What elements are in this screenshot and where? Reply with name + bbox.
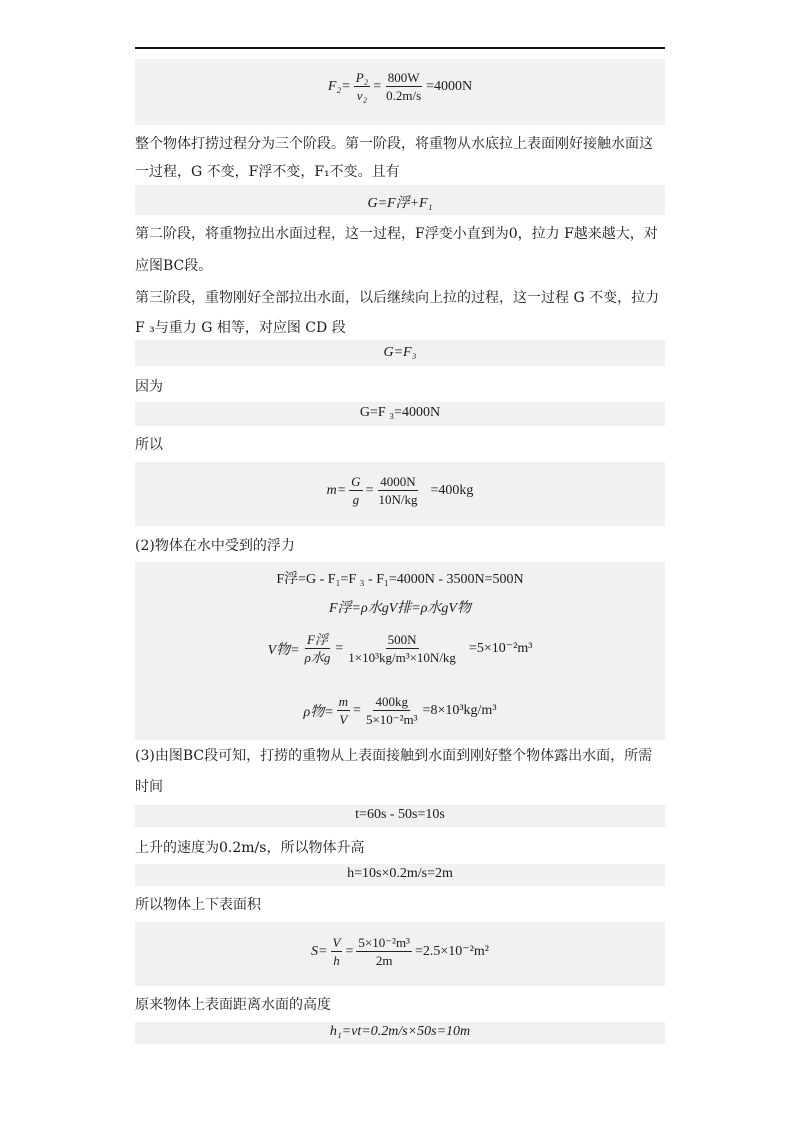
equation-height (135, 866, 665, 882)
eq-s-lhs: S= (311, 943, 328, 959)
section3-heading-line1: (3)由图BC段可知，打捞的重物从上表面接触到水面到刚好整个物体露出水面，所需 (135, 748, 653, 764)
fraction-m-over-v (337, 694, 350, 727)
fraction-numerator: F浮 (306, 632, 328, 647)
fraction-numerator: 400kg (375, 694, 408, 709)
fraction-numerator: P₂ (355, 70, 369, 85)
equals-sign: = (365, 482, 374, 498)
eq-m-lhs: m= (326, 482, 347, 498)
equation-g2 (135, 345, 665, 361)
equation-density (135, 694, 665, 727)
eq-g3-text: G=F ₃=4000N (359, 405, 441, 420)
equals-sign: = (353, 702, 361, 718)
fraction-4000n (376, 474, 419, 507)
paragraph-stage3-line2: F ₃与重力 G 相等，对应图 CD 段 (135, 320, 346, 336)
equals-sign: = (373, 78, 382, 94)
eq-g1-text: G=F浮+F₁ (367, 196, 433, 211)
fraction-denominator: ρ水g (304, 650, 331, 665)
paragraph-speed: 上升的速度为0.2m/s，所以物体升高 (135, 840, 365, 856)
fraction-denominator: 2m (375, 953, 393, 968)
eq-g2-text: G=F₃ (383, 345, 417, 360)
equation-area (135, 935, 665, 968)
equals-sign: = (335, 640, 344, 656)
eq-height-text: h=10s×0.2m/s=2m (347, 866, 453, 881)
eq-buoyancy-1-text: F浮=G - F₁=F ₃ - F₁=4000N - 3500N=500N (276, 572, 524, 587)
equation-g1 (135, 192, 665, 212)
paragraph-stage1-line2: 一过程，G 不变，F浮不变，F₁不变。且有 (135, 164, 400, 180)
paragraph-area: 所以物体上下表面积 (135, 897, 261, 913)
paragraph-stage3-line1: 第三阶段，重物刚好全部拉出水面，以后继续向上拉的过程，这一过程 G 不变，拉力 (135, 290, 660, 306)
fraction-denominator: V (339, 712, 348, 727)
eq-v-lhs: V物= (267, 642, 300, 658)
eq-depth-text: h₁=vt=0.2m/s×50s=10m (329, 1024, 471, 1039)
equation-buoyancy-1 (135, 568, 665, 588)
equation-mass (135, 474, 665, 507)
fraction-denominator: 5×10⁻²m³ (365, 712, 418, 727)
eq-buoyancy-2-text: F浮=ρ水gV排=ρ水gV物 (329, 601, 471, 616)
header-rule (135, 47, 665, 49)
fraction-denominator: g (352, 492, 360, 507)
fraction-numerator: 4000N (380, 474, 416, 489)
fraction-400kg (364, 694, 420, 727)
eq-f2-lhs: F₂= (327, 78, 351, 94)
fraction-v-over-h (331, 935, 343, 968)
equation-time (135, 807, 665, 823)
eq-m-rhs: =400kg (430, 482, 474, 498)
fraction-denominator: 10N/kg (378, 492, 418, 507)
fraction-numerator: 5×10⁻²m³ (358, 935, 410, 950)
fraction-g-over-g (349, 474, 362, 507)
section2-heading: (2)物体在水中受到的浮力 (135, 538, 295, 554)
eq-rho-rhs: =8×10³kg/m³ (422, 702, 497, 718)
label-because: 因为 (135, 379, 163, 395)
label-so: 所以 (135, 437, 163, 453)
section3-heading-line2: 时间 (135, 779, 163, 795)
fraction-denominator: v₂ (356, 88, 368, 103)
paragraph-depth: 原来物体上表面距离水面的高度 (135, 997, 331, 1013)
fraction-denominator: 0.2m/s (386, 88, 422, 103)
paragraph-stage1-line1: 整个物体打捞过程分为三个阶段。第一阶段，将重物从水底拉上表面刚好接触水面这 (135, 136, 653, 152)
fraction-volume-over-2m (356, 935, 412, 968)
paragraph-stage2-line2: 应图BC段。 (135, 258, 213, 274)
eq-rho-lhs: ρ物= (303, 704, 334, 720)
equation-f2 (135, 70, 665, 103)
equation-volume (135, 632, 665, 665)
eq-f2-rhs: =4000N (426, 78, 473, 94)
fraction-numerator: m (338, 694, 349, 709)
fraction-numerator: V (332, 935, 341, 950)
fraction-numerator: 800W (387, 70, 420, 85)
equals-sign: = (345, 943, 354, 959)
fraction-numerator: G (351, 474, 361, 489)
fraction-p2-v2 (354, 70, 370, 103)
fraction-800w (384, 70, 423, 103)
fraction-f-over-rhog (303, 632, 333, 665)
eq-s-rhs: =2.5×10⁻²m² (414, 944, 489, 959)
eq-v-rhs: =5×10⁻²m³ (468, 641, 533, 656)
fraction-denominator: 1×10³kg/m³×10N/kg (348, 650, 456, 665)
equation-buoyancy-2 (135, 597, 665, 617)
equation-depth (135, 1024, 665, 1040)
fraction-denominator: h (333, 953, 340, 968)
fraction-500n (346, 632, 458, 665)
paragraph-stage2-line1: 第二阶段，将重物拉出水面过程，这一过程，F浮变小直到为0，拉力 F越来越大，对 (135, 226, 658, 242)
equation-g3 (135, 405, 665, 421)
fraction-numerator: 500N (387, 632, 417, 647)
eq-time-text: t=60s - 50s=10s (355, 807, 445, 822)
